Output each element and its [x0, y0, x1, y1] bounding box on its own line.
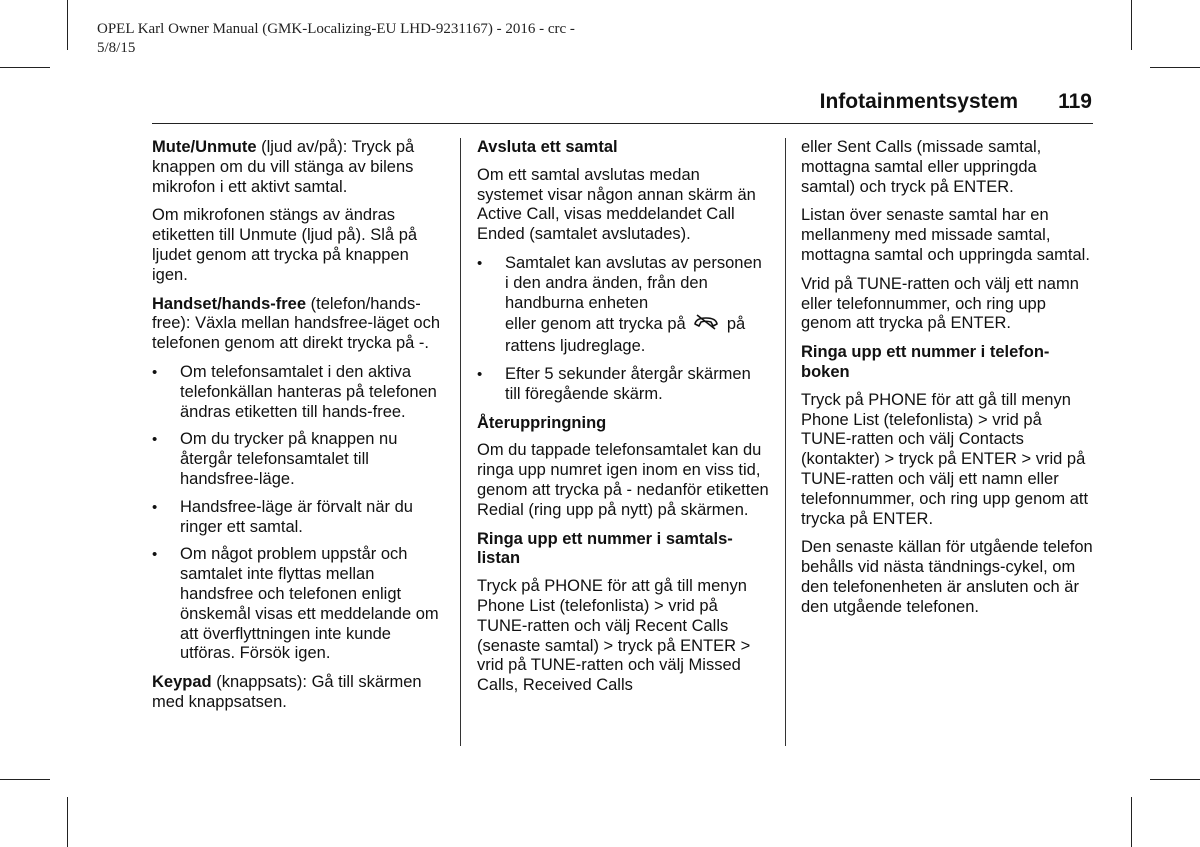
list-item	[152, 363, 447, 422]
keypad-label: Keypad	[152, 673, 212, 692]
source-paragraph: Den senaste källan för utgående telefon behålls vid nästa tändnings-cykel, om den telefonenheten är ansluten och är den utgående telefonen.	[801, 538, 1093, 616]
crop-mark	[0, 779, 50, 780]
header-rule	[152, 123, 1093, 124]
mute-label: Mute/Unmute	[152, 138, 257, 156]
handset-label: Handset/hands-free	[152, 294, 307, 313]
mute-text: (ljud av/på): Tryck på knappen om du vill stänga av bilens mikrofon i ett aktivt samtal.	[152, 138, 415, 196]
bullet-icon: •	[477, 254, 483, 272]
end-call-heading: Avsluta ett samtal	[477, 138, 618, 156]
list-item-text: Handsfree-läge är förvalt när du ringer ett samtal.	[180, 497, 413, 536]
list-item-text: eller genom att trycka på	[505, 315, 686, 334]
list-item-text: Om något problem uppstår och samtalet inte flyttas mellan handsfree och telefonen enligt önskemål visas ett meddelande om att överflyttningen inte kunde utföras. Försök igen.	[180, 545, 439, 663]
handset-text: (telefon/hands-free): Växla mellan handsfree-läget och telefonen genom att direkt trycka på -.	[152, 294, 440, 353]
list-item	[152, 430, 447, 489]
crop-mark	[67, 797, 68, 847]
phonebook-heading: Ringa upp ett nummer i telefon-boken	[801, 343, 1050, 381]
list-item	[152, 498, 447, 538]
mute-paragraph	[152, 138, 447, 197]
crop-mark	[1150, 779, 1200, 780]
redial-paragraph: Om du tappade telefonsamtalet kan du ringa upp numret igen inom en viss tid, genom att trycka på - nedanför etiketten Redial (ring upp på nytt) på skärmen.	[477, 441, 769, 519]
bullet-icon: •	[152, 498, 158, 516]
crop-mark	[0, 67, 50, 68]
recent-list-paragraph: Listan över senaste samtal har en mellanmeny med missade samtal, mottagna samtal och uppringda samtal.	[801, 206, 1090, 264]
handset-paragraph	[152, 295, 447, 354]
keypad-paragraph	[152, 673, 447, 713]
list-item-text: Om du trycker på knappen nu återgår telefonsamtalet till handsfree-läge.	[180, 430, 398, 488]
hang-up-phone-icon	[692, 313, 720, 337]
handset-bullet-list	[152, 363, 447, 664]
crop-mark	[1131, 0, 1132, 50]
keypad-text: (knappsats): Gå till skärmen med knappsatsen.	[152, 673, 422, 711]
meta-line-2: 5/8/15	[97, 40, 136, 56]
column-divider	[460, 138, 461, 746]
running-header	[152, 88, 1092, 122]
list-item	[477, 365, 769, 405]
tune-paragraph: Vrid på TUNE-ratten och välj ett namn eller telefonnummer, och ring upp genom att trycka på ENTER.	[801, 274, 1079, 333]
redial-heading: Återuppringning	[477, 413, 607, 432]
list-item-text: Samtalet kan avslutas av personen i den andra änden, från den handburna enheten	[505, 253, 762, 312]
end-call-paragraph: Om ett samtal avslutas medan systemet visar någon annan skärm än Active Call, visas meddelandet Call Ended (samtalet avslutades).	[477, 165, 756, 244]
end-call-bullet-list	[477, 254, 769, 405]
list-item-text: på rattens ljudreglage.	[505, 315, 746, 356]
continued-paragraph: eller Sent Calls (missade samtal, mottagna samtal eller uppringda samtal) och tryck på ENTER.	[801, 138, 1042, 196]
list-item-text: Efter 5 sekunder återgår skärmen till föregående skärm.	[505, 364, 751, 403]
page-number: 119	[1058, 90, 1092, 113]
list-item	[477, 254, 769, 357]
bullet-icon: •	[152, 363, 158, 381]
bullet-icon: •	[152, 546, 158, 564]
column-3	[801, 138, 1093, 627]
column-divider	[785, 138, 786, 746]
list-item	[152, 545, 447, 664]
crop-mark	[67, 0, 68, 50]
call-list-heading: Ringa upp ett nummer i samtals-listan	[477, 529, 733, 568]
mic-off-paragraph: Om mikrofonen stängs av ändras etiketten till Unmute (ljud på). Slå på ljudet genom att trycka på knappen igen.	[152, 206, 418, 284]
phonebook-paragraph: Tryck på PHONE för att gå till menyn Phone List (telefonlista) > vrid på TUNE-ratten och välj Contacts (kontakter) > tryck på ENTER > vrid på TUNE-ratten och välj ett namn eller telefonnummer, och ring upp genom att trycka på ENTER.	[801, 390, 1089, 528]
crop-mark	[1150, 67, 1200, 68]
meta-line-1: OPEL Karl Owner Manual (GMK-Localizing-EU LHD-9231167) - 2016 - crc -	[97, 21, 575, 37]
crop-mark	[1131, 797, 1132, 847]
document-meta	[97, 20, 575, 58]
bullet-icon: •	[477, 365, 483, 383]
column-1	[152, 138, 447, 722]
call-list-paragraph: Tryck på PHONE för att gå till menyn Phone List (telefonlista) > vrid på TUNE-ratten och välj Recent Calls (senaste samtal) > tryck på ENTER > vrid på TUNE-ratten och välj Missed Calls, Received Calls	[477, 577, 751, 695]
bullet-icon: •	[152, 431, 158, 449]
section-title: Infotainmentsystem	[819, 90, 1018, 113]
list-item-text: Om telefonsamtalet i den aktiva telefonkällan hanteras på telefonen ändras etiketten till hands-free.	[180, 362, 437, 421]
column-2	[477, 138, 769, 705]
